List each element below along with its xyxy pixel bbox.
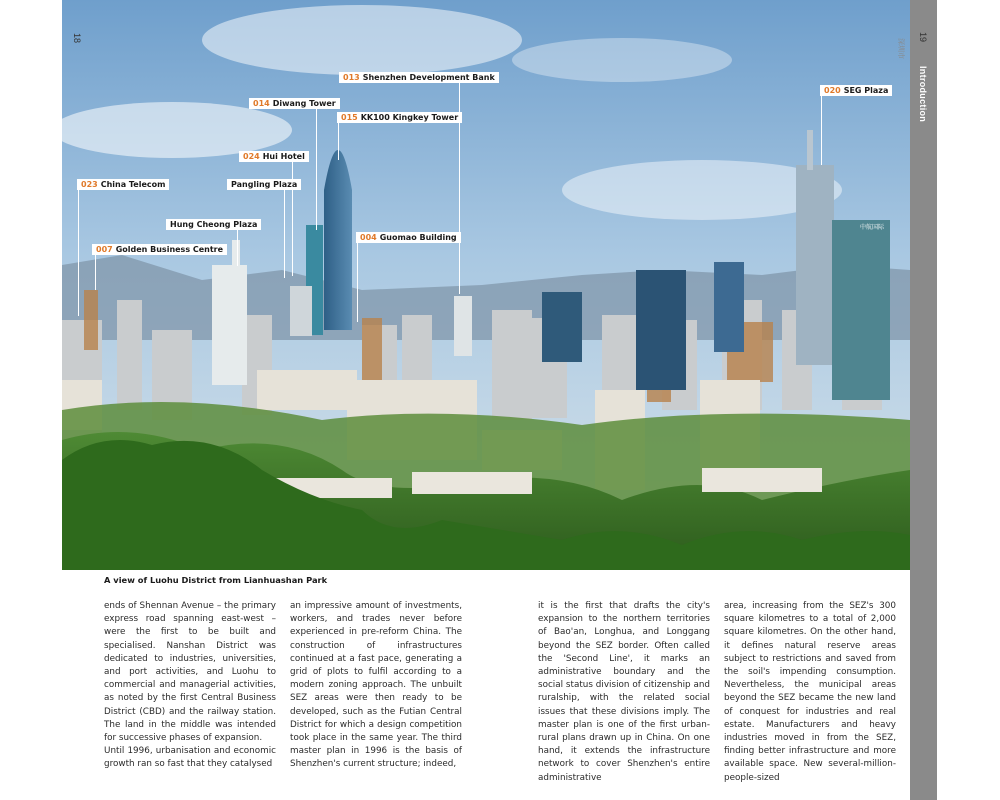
text-column-3 <box>538 600 710 785</box>
leader-hungcheong <box>237 228 238 266</box>
photo-caption: A view of Luohu District from Lianhuashan Park <box>104 575 328 585</box>
leader-020 <box>821 95 822 165</box>
column-4-text: area, increasing from the SEZ's 300 square kilometres to a total of 2,000 square kilometres. On the other hand, it defines natural reserve areas subject to restrictions and saved from the soil's impending consumption. Nevertheless, the municipal areas beyond the SEZ became the new land of conquest for industries and real estate. Manufacturers and heavy industries moved in from the SEZ, finding better infrastructure and more available space. New several-million-people-sized <box>724 601 896 783</box>
text-column-1 <box>104 600 276 772</box>
leader-015 <box>338 122 339 160</box>
label-kk100: 015 KK100 Kingkey Tower <box>337 112 462 123</box>
leader-024 <box>292 160 293 276</box>
label-china-telecom: 023 China Telecom <box>77 179 169 190</box>
page-number-left: 18 <box>72 33 82 44</box>
kk100-tower-shape <box>324 150 352 330</box>
label-hung-cheong-plaza: Hung Cheong Plaza <box>166 219 261 230</box>
leader-014 <box>316 108 317 230</box>
leader-007 <box>95 254 96 290</box>
column-2-text: an impressive amount of investments, workers, and trades never before experienced in pre-reform China. The construction of infrastructures continued at a fast pace, generating a grid of plots to fulfil according to a modern zoning approach. The unbuilt SEZ areas were then ready to be developed, such as the Futian Central District for which a design competition took place in the same year. The third master plan in 1996 is the basis of Shenzhen's current structure; indeed, <box>290 601 462 770</box>
label-diwang-tower: 014 Diwang Tower <box>249 98 340 109</box>
label-golden-business-centre: 007 Golden Business Centre <box>92 244 227 255</box>
section-title: Introduction <box>918 66 928 123</box>
text-column-4 <box>724 600 896 785</box>
skyline-photo <box>62 0 910 570</box>
label-pangling-plaza: Pangling Plaza <box>227 179 301 190</box>
label-seg-plaza: 020 SEG Plaza <box>820 85 892 96</box>
building-sign: 中航国际 <box>860 224 885 231</box>
text-column-2 <box>290 600 462 772</box>
label-shenzhen-development-bank: 013 Shenzhen Development Bank <box>339 72 499 83</box>
side-chinese-label: 深圳市 <box>897 38 904 59</box>
page-number-right: 19 <box>918 32 928 43</box>
leader-pangling <box>284 188 285 278</box>
leader-004 <box>357 242 358 322</box>
leader-023 <box>78 188 79 316</box>
column-3-text: it is the first that drafts the city's expansion to the northern territories of Bao'an, Longhua, and Longgang beyond the SEZ border. Often called the 'Second Line', it marks an administrative boundary and the social status division of citizenship and ruralship, with the related social issues that these divisions imply. The master plan is one of the first urban-rural plans drawn up in China. On one hand, it extends the infrastructure network to cover Shenzhen's entire administrative <box>538 601 710 783</box>
skyline-illustration <box>62 0 910 570</box>
label-guomao-building: 004 Guomao Building <box>356 232 461 243</box>
label-hui-hotel: 024 Hui Hotel <box>239 151 309 162</box>
column-1-text: ends of Shennan Avenue – the primary express road spanning east-west – were the first to be built and specialised. Nanshan District was dedicated to industries, universities, and port activities, and Luohu to commercial and managerial activities, as noted by the first Central Business District (CBD) and the railway station. The land in the middle was intended for successive phases of expansion. Until 1996, urbanisation and economic growth ran so fast that they catalysed <box>104 601 276 770</box>
